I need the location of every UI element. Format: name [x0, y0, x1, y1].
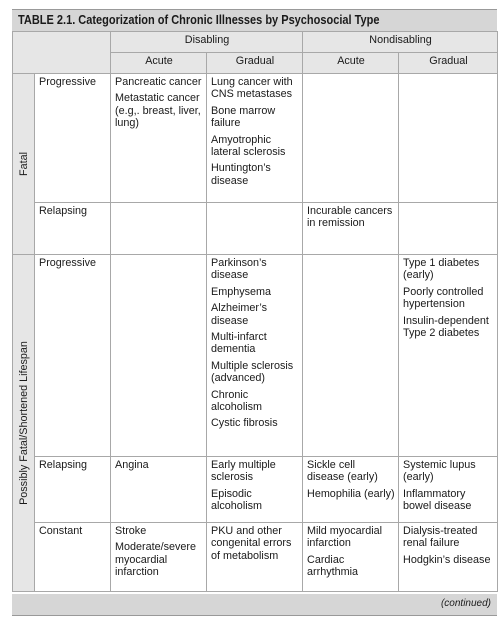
illness-item: Stroke [115, 525, 147, 537]
illness-item: Hodgkin’s disease [403, 553, 491, 566]
illness-table [12, 31, 498, 592]
illness-item: Mild myocardial infarction [307, 525, 383, 550]
header-disabling: Disabling [111, 32, 303, 53]
illness-item: Poorly controlled hypertension [403, 285, 484, 311]
header-disabling-gradual: Gradual [207, 53, 303, 74]
table-cell [399, 255, 498, 457]
table-cell [399, 203, 498, 255]
table-title-bar [12, 9, 497, 32]
illness-item: Lung cancer with CNS metastases [211, 76, 293, 101]
table-frame [12, 9, 497, 616]
table-cell [111, 523, 207, 592]
illness-item: Chronic alcoholism [211, 388, 263, 414]
table-cell [207, 74, 303, 203]
continued-note: (continued) [440, 598, 491, 609]
header-corner [13, 32, 111, 74]
illness-item: Insulin-dependent Type 2 diabetes [403, 314, 489, 340]
table-cell [399, 457, 498, 523]
group-possibly-fatal [13, 255, 35, 592]
illness-item: Early multiple sclerosis [211, 459, 276, 484]
row-label: Progressive [35, 255, 111, 457]
illness-item: Huntington’s disease [211, 162, 271, 187]
illness-item: Dialysis-treated renal failure [403, 525, 478, 550]
table-cell [399, 74, 498, 203]
illness-item: Metastatic cancer (e.g,. breast, liver, lung) [115, 92, 201, 130]
table-cell [207, 255, 303, 457]
illness-item: Episodic alcoholism [211, 487, 263, 513]
table-cell [303, 203, 399, 255]
group-fatal-label: Fatal [17, 151, 30, 177]
header-nondisabling: Nondisabling [303, 32, 498, 53]
illness-item: Parkinson’s disease [211, 257, 267, 282]
illness-item: Amyotrophic lateral sclerosis [211, 133, 286, 159]
header-nondisabling-gradual: Gradual [399, 53, 498, 74]
illness-item: Type 1 diabetes (early) [403, 257, 480, 282]
table-cell [399, 523, 498, 592]
group-possibly-fatal-label: Possibly Fatal/Shortened Lifespan [17, 341, 30, 505]
illness-item: Systemic lupus (early) [403, 459, 476, 484]
illness-item: Cystic fibrosis [211, 417, 278, 430]
illness-item: Moderate/severe myocardial infarction [115, 541, 197, 579]
table-cell [111, 74, 207, 203]
table-cell [207, 523, 303, 592]
table-cell [303, 255, 399, 457]
illness-item: PKU and other congenital errors of metabolism [211, 525, 292, 562]
table-cell [303, 74, 399, 203]
illness-item: Inflammatory bowel disease [403, 487, 472, 513]
table-cell [303, 457, 399, 523]
illness-item: Multi-infarct dementia [211, 331, 267, 356]
row-label: Relapsing [35, 203, 111, 255]
illness-item: Sickle cell disease (early) [307, 459, 378, 484]
illness-item: Bone marrow failure [211, 104, 276, 130]
table-cell [111, 203, 207, 255]
table-cell [111, 457, 207, 523]
group-fatal [13, 74, 35, 255]
illness-item: Pancreatic cancer [115, 76, 202, 88]
illness-item: Incurable cancers in remission [307, 205, 393, 230]
table-footer [12, 594, 497, 616]
illness-item: Angina [115, 459, 149, 471]
illness-item: Cardiac arrhythmia [307, 553, 359, 579]
header-disabling-acute: Acute [111, 53, 207, 74]
row-label: Relapsing [35, 457, 111, 523]
row-label: Progressive [35, 74, 111, 203]
table-cell [303, 523, 399, 592]
table-title: TABLE 2.1. Categorization of Chronic Illnesses by Psychosocial Type [18, 13, 380, 27]
illness-item: Multiple sclerosis (advanced) [211, 359, 294, 385]
illness-item: Alzheimer’s disease [211, 302, 268, 327]
table-cell [207, 203, 303, 255]
table-cell [111, 255, 207, 457]
header-nondisabling-acute: Acute [303, 53, 399, 74]
illness-item: Emphysema [211, 285, 272, 298]
row-label: Constant [35, 523, 111, 592]
illness-item: Hemophilia (early) [307, 487, 395, 500]
table-cell [207, 457, 303, 523]
